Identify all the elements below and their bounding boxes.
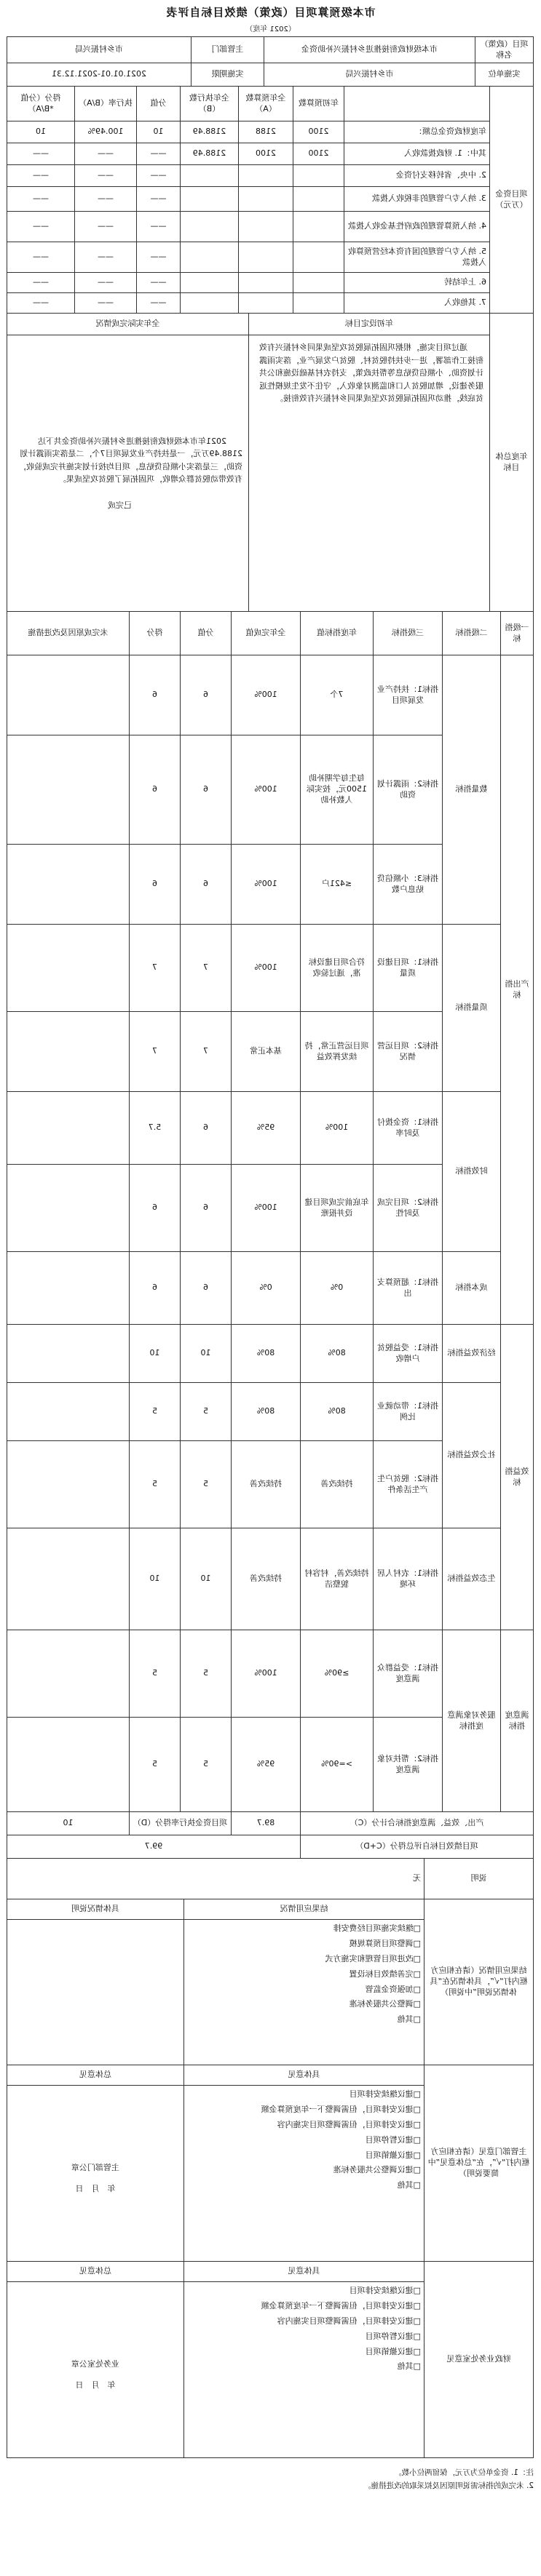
level2-social: 社会效益指标: [443, 1383, 501, 1528]
footnote: 注：1. 资金单位为万元，保留两位小数。: [394, 2468, 534, 2477]
indicator-name: 指标2：项目完成及时性: [374, 1165, 443, 1252]
funding-cell: 2100: [293, 121, 344, 143]
finance-opinion-options: [184, 2282, 424, 2458]
indicator-header: 年度指标值: [301, 612, 374, 655]
funding-cell: [293, 212, 344, 242]
funding-row-name: 其中：1. 财政拨款收入: [344, 143, 490, 165]
d-score-value: 10: [7, 1812, 130, 1835]
finance-opinion-header-row: [7, 2262, 534, 2282]
goal-actual-cell: [7, 335, 249, 612]
funding-row-name: 6. 上年结转: [344, 273, 490, 293]
result-use-header-left: 结果应用情况: [184, 1899, 424, 1920]
funding-cell: [293, 242, 344, 273]
finance-opinion-header-left: 具体意见: [184, 2262, 424, 2282]
indicator-reason: [7, 1718, 130, 1812]
funding-cell: ——: [137, 242, 181, 273]
funding-cell: [293, 187, 344, 212]
total-score-label: 项目绩效目标自评总得分（C+D）: [301, 1835, 534, 1859]
funding-cell: ——: [75, 242, 137, 273]
indicator-target: >=90%: [301, 1718, 374, 1812]
indicator-reason: [7, 1630, 130, 1718]
indicator-weight: 6: [181, 655, 232, 735]
dept-opinion-header-left: 具体意见: [184, 2065, 424, 2086]
indicator-score: 5: [130, 1630, 181, 1718]
funding-row: [7, 273, 534, 293]
indicator-score: 7: [130, 925, 181, 1012]
funding-cell: ——: [137, 212, 181, 242]
indicator-weight: 5: [181, 1383, 232, 1441]
indicator-reason: [7, 1528, 130, 1630]
indicator-target: 项目运营正常，持续发挥效益: [301, 1012, 374, 1092]
indicator-reason: [7, 1252, 130, 1325]
indicator-header: 分值: [181, 612, 232, 655]
indicator-target: 80%: [301, 1325, 374, 1383]
indicator-actual: 基本正常: [232, 1012, 301, 1092]
funding-cell: ——: [137, 187, 181, 212]
indicator-score: 10: [130, 1528, 181, 1630]
footnotes: [7, 2467, 534, 2493]
funding-row-name: 年度财政资金总额：: [344, 121, 490, 143]
indicator-target: 持续改善: [301, 1441, 374, 1528]
result-use-options: [184, 1920, 424, 2065]
result-use-option: □调整项目预算规模: [349, 1938, 421, 1948]
indicator-name: 指标1：带动就业比例: [374, 1383, 443, 1441]
finance-opinion-option: □建议继续安排项目: [349, 2286, 421, 2295]
funding-header: 全年执行数（B）: [181, 87, 239, 121]
indicator-target: 每生每学期补助1500元，按实际人数补助: [301, 735, 374, 845]
indicator-reason: [7, 1092, 130, 1165]
goal-actual-text: 2021年市本级财政衔接推进乡村振兴补助资金共下达2188.49万元，一是扶持产业发展项目7个，二是落实雨露计划资助，三是落实小额信贷贴息，项目均按计划实施并完成验收，有效带动脱贫群众增收，巩固拓展了脱贫攻坚成果。: [18, 436, 242, 485]
indicator-name: 指标2：雨露计划资助: [374, 735, 443, 845]
result-use-label: 结果应用情况（请在相应方框内打“√”，具体情况在“具体情况说明”中说明）: [424, 1899, 534, 2065]
result-use-option: □完善绩效目标设置: [349, 1969, 421, 1979]
finance-opinion-header-right: 总体意见: [7, 2262, 184, 2282]
level1-output: 产出指标: [501, 655, 534, 1325]
project-name-value: 市本级财政衔接推进乡村振兴补助资金: [264, 37, 475, 63]
indicator-reason: [7, 735, 130, 845]
indicator-score: 6: [130, 845, 181, 925]
indicator-actual: 0%: [232, 1252, 301, 1325]
remark-row: [7, 1859, 534, 1899]
indicator-name: 指标1：受益脱贫户增收: [374, 1325, 443, 1383]
remark-label: 说明: [424, 1859, 534, 1899]
indicator-weight: 6: [181, 1092, 232, 1165]
indicator-actual: 持续改善: [232, 1528, 301, 1630]
footnote: 2. 未完成的指标需说明原因及拟采取的改进措施。: [363, 2481, 534, 2490]
level1-benefit: 效益指标: [501, 1325, 534, 1630]
funding-cell: 2100: [293, 143, 344, 165]
funding-cell: ——: [75, 187, 137, 212]
funding-cell: ——: [75, 143, 137, 165]
funding-table: [7, 86, 534, 314]
indicator-name: 指标2：帮扶对象满意度: [374, 1718, 443, 1812]
funding-cell: [181, 273, 239, 293]
c-score-value: 89.7: [232, 1812, 301, 1835]
indicator-score: 6: [130, 735, 181, 845]
finance-opinion-label: 财政业务处室意见: [424, 2262, 534, 2458]
funding-row: [7, 121, 534, 143]
indicator-score: 5: [130, 1718, 181, 1812]
funding-cell: 2188.49: [181, 143, 239, 165]
indicator-row: [7, 1528, 534, 1630]
indicator-weight: 6: [181, 1252, 232, 1325]
indicator-row: [7, 925, 534, 1012]
indicator-row: [7, 1630, 534, 1718]
dept-opinion-option: □其他: [397, 2180, 421, 2190]
unit-row: [7, 63, 534, 87]
dept-opinion-sign-cell: [7, 2086, 184, 2262]
funding-row-name: 5. 纳入专户管理的国有资本经营预算收入拨款: [344, 242, 490, 273]
result-use-option: □加强资金监管: [365, 1984, 421, 1994]
dept-opinion-option: □建议继续安排项目: [349, 2089, 421, 2099]
funding-cell: [239, 165, 293, 187]
funding-cell: 2188: [239, 121, 293, 143]
indicator-actual: 100%: [232, 845, 301, 925]
funding-cell: ——: [75, 212, 137, 242]
funding-cell: [239, 242, 293, 273]
indicator-reason: [7, 655, 130, 735]
funding-label: 项目资金（万元）: [490, 87, 534, 314]
funding-cell: ——: [75, 293, 137, 314]
indicator-actual: 95%: [232, 1092, 301, 1165]
funding-cell: [293, 273, 344, 293]
funding-cell: [293, 293, 344, 314]
funding-row: [7, 165, 534, 187]
indicator-actual: 100%: [232, 1630, 301, 1718]
level2-ecological: 生态效益指标: [443, 1528, 501, 1630]
indicator-score: 5: [130, 1383, 181, 1441]
goal-planned-text: 通过项目实施，根据巩固拓展脱贫攻坚成果同乡村振兴有效衔接工作部署，进一步扶持脱贫村、脱贫户发展产业，落实雨露计划资助、小额信贷贴息等帮扶政策，支持农村基础设施和公共服务建设，增加脱贫人口和监测对象收入，守住不发生规模性返贫底线，推动巩固拓展脱贫攻坚成果同乡村振兴有效衔接。: [249, 335, 490, 612]
goal-header-row: [7, 314, 534, 335]
funding-row: [7, 143, 534, 165]
indicator-actual: 100%: [232, 655, 301, 735]
goal-label: 年度总体目标: [490, 314, 534, 612]
dept-opinion-option: □建议暂停项目: [365, 2134, 421, 2145]
funding-cell: 2188.49: [181, 121, 239, 143]
indicator-weight: 7: [181, 925, 232, 1012]
dept-opinion-header-row: [7, 2065, 534, 2086]
total-score-row: [7, 1835, 534, 1859]
level2-service-satisfaction: 服务对象满意度指标: [443, 1630, 501, 1812]
score-summary-row: [7, 1812, 534, 1835]
funding-cell: ——: [137, 273, 181, 293]
indicator-target: 100%: [301, 1092, 374, 1165]
level1-satisfaction: 满意度指标: [501, 1630, 534, 1812]
period-label: 实施期限: [191, 63, 264, 87]
indicator-score: 7: [130, 1012, 181, 1092]
indicator-weight: 10: [181, 1325, 232, 1383]
level2-economic: 经济效益指标: [443, 1325, 501, 1383]
funding-cell: ——: [7, 143, 75, 165]
dept-opinion-label: 主管部门意见（请在相应方框内打“√”，在“总体意见”中简要说明）: [424, 2065, 534, 2262]
indicator-actual: 持续改善: [232, 1441, 301, 1528]
result-use-option: □调整公共服务标准: [349, 1999, 421, 2009]
result-use-option: □继续实施项目经费安排: [333, 1923, 421, 1933]
indicator-row: [7, 1383, 534, 1441]
indicator-name: 指标1：扶持产业发展项目: [374, 655, 443, 735]
level2-quality: 质量指标: [443, 925, 501, 1092]
unit-label: 实施单位: [475, 63, 534, 87]
funding-cell: ——: [75, 273, 137, 293]
dept-opinion-option: □建议安排项目，但需调整项目实施内容: [277, 2119, 421, 2129]
funding-cell: [239, 273, 293, 293]
indicator-header: 全年完成值: [232, 612, 301, 655]
funding-row: [7, 187, 534, 212]
total-score-value: 99.7: [7, 1835, 301, 1859]
funding-header-row: [7, 87, 534, 121]
funding-row: [7, 293, 534, 314]
remark-value: 无: [7, 1859, 424, 1899]
indicator-actual: 100%: [232, 925, 301, 1012]
project-info-table: [7, 36, 534, 87]
indicator-target: 持续改善，村容村貌整洁: [301, 1528, 374, 1630]
indicator-header: 得分: [130, 612, 181, 655]
funding-cell: [239, 293, 293, 314]
result-use-option: □其他: [397, 2014, 421, 2025]
dept-opinion-option: □建议安排项目，但需调整下一年度预算金额: [261, 2104, 421, 2114]
indicator-name: 指标1：农村人居环境: [374, 1528, 443, 1630]
funding-row: [7, 242, 534, 273]
funding-cell: 2100: [239, 143, 293, 165]
funding-row-name: 4. 纳入预算管理的政府性基金收入拨款: [344, 212, 490, 242]
indicator-row: [7, 1092, 534, 1165]
indicator-target: 年底前完成项目建设并报账: [301, 1165, 374, 1252]
finance-opinion-option: □建议暂停项目: [365, 2331, 421, 2341]
level2-cost: 成本指标: [443, 1252, 501, 1325]
indicator-name: 指标3：小额信贷贴息户数: [374, 845, 443, 925]
indicator-target: 0%: [301, 1252, 374, 1325]
dept-opinion-option: □建议调整公共服务标准: [333, 2165, 421, 2175]
funding-row-name: 7. 其他收入: [344, 293, 490, 314]
indicator-weight: 5: [181, 1718, 232, 1812]
indicator-name: 指标1：资金拨付及时率: [374, 1092, 443, 1165]
goal-content-row: [7, 335, 534, 612]
indicator-reason: [7, 925, 130, 1012]
project-name-row: [7, 37, 534, 63]
indicator-name: 指标2：脱贫户生产生活条件: [374, 1441, 443, 1528]
indicator-name: 指标1：超预算支出: [374, 1252, 443, 1325]
funding-header-blank: [344, 87, 490, 121]
funding-cell: ——: [137, 143, 181, 165]
goal-actual-header: 全年实际完成情况: [7, 314, 249, 335]
indicator-weight: 7: [181, 1012, 232, 1092]
level2-timeliness: 时效指标: [443, 1092, 501, 1252]
funding-cell: 100.49%: [75, 121, 137, 143]
result-use-header-row: [7, 1899, 534, 1920]
dept-opinion-header-right: 总体意见: [7, 2065, 184, 2086]
opinion-table: [7, 1858, 534, 2458]
indicator-weight: 5: [181, 1441, 232, 1528]
funding-cell: ——: [137, 165, 181, 187]
result-use-detail: [7, 1920, 184, 2065]
indicator-actual: 100%: [232, 735, 301, 845]
indicator-table: [7, 611, 534, 1859]
indicator-weight: 6: [181, 845, 232, 925]
funding-cell: 10: [7, 121, 75, 143]
result-use-header-right: 具体情况说明: [7, 1899, 184, 1920]
annual-goal-table: [7, 313, 534, 612]
indicator-score: 6: [130, 1252, 181, 1325]
result-use-option: □改进项目管理和实施方式: [325, 1953, 421, 1963]
funding-header: 全年预算数（A）: [239, 87, 293, 121]
indicator-row: [7, 1252, 534, 1325]
funding-cell: [181, 187, 239, 212]
funding-cell: ——: [137, 293, 181, 314]
funding-cell: [181, 212, 239, 242]
indicator-target: 符合项目建设标准，通过验收: [301, 925, 374, 1012]
indicator-weight: 10: [181, 1528, 232, 1630]
funding-cell: ——: [7, 165, 75, 187]
funding-cell: [181, 293, 239, 314]
indicator-header: 未完成原因及改进措施: [7, 612, 130, 655]
funding-cell: ——: [7, 242, 75, 273]
funding-cell: ——: [7, 273, 75, 293]
indicator-reason: [7, 1383, 130, 1441]
indicator-row: [7, 1325, 534, 1383]
level2-quantity: 数量指标: [443, 655, 501, 925]
indicator-target: ≤421户: [301, 845, 374, 925]
funding-cell: ——: [7, 293, 75, 314]
finance-opinion-option: □建议安排项目，但需调整下一年度预算金额: [261, 2300, 421, 2310]
finance-opinion-option: □建议安排项目，但需调整项目实施内容: [277, 2316, 421, 2326]
funding-cell: [239, 212, 293, 242]
indicator-name: 指标1：受益群众满意度: [374, 1630, 443, 1718]
indicator-score: 5: [130, 1441, 181, 1528]
funding-header: 执行率（B/A）: [75, 87, 137, 121]
period-value: 2021.01.01-2021.12.31: [7, 63, 191, 87]
indicator-name: 指标1：项目建设质量: [374, 925, 443, 1012]
indicator-header: 二级指标: [443, 612, 501, 655]
funding-row: [7, 212, 534, 242]
funding-cell: [239, 187, 293, 212]
dept-date-label: 年 月 日: [75, 2183, 116, 2193]
c-score-label: 产出、效益、满意度指标合计分（C）: [301, 1812, 534, 1835]
funding-cell: [293, 165, 344, 187]
funding-cell: [181, 242, 239, 273]
indicator-name: 指标2：项目运营情况: [374, 1012, 443, 1092]
indicator-row: [7, 655, 534, 735]
indicator-actual: 95%: [232, 1718, 301, 1812]
d-score-label: 项目资金执行率得分（D）: [130, 1812, 232, 1835]
indicator-actual: 80%: [232, 1383, 301, 1441]
finance-seal-label: 业务处室公章: [71, 2358, 119, 2369]
finance-date-label: 年 月 日: [75, 2380, 116, 2390]
indicator-weight: 5: [181, 1630, 232, 1718]
indicator-weight: 6: [181, 735, 232, 845]
indicator-reason: [7, 845, 130, 925]
indicator-score: 10: [130, 1325, 181, 1383]
indicator-weight: 6: [181, 1165, 232, 1252]
indicator-reason: [7, 1165, 130, 1252]
indicator-target: ≥90%: [301, 1630, 374, 1718]
indicator-target: 80%: [301, 1383, 374, 1441]
indicator-header: 一级指标: [501, 612, 534, 655]
funding-header: 得分（分值*B/A）: [7, 87, 75, 121]
funding-cell: 10: [137, 121, 181, 143]
funding-row-name: 2. 中央、省转移支付资金: [344, 165, 490, 187]
funding-cell: [181, 165, 239, 187]
funding-cell: ——: [7, 212, 75, 242]
dept-label: 主管部门: [191, 37, 264, 63]
funding-header: 年初预算数: [293, 87, 344, 121]
indicator-reason: [7, 1012, 130, 1092]
goal-planned-header: 年初设定目标: [249, 314, 490, 335]
dept-opinion-option: □建议撤销项目: [365, 2150, 421, 2160]
indicator-actual: 100%: [232, 1165, 301, 1252]
project-name-label: 项目（政策）名称: [475, 37, 534, 63]
dept-value: 市乡村振兴局: [7, 37, 191, 63]
title-block: [0, 0, 541, 36]
funding-cell: ——: [75, 165, 137, 187]
indicator-reason: [7, 1325, 130, 1383]
indicator-header: 三级指标: [374, 612, 443, 655]
indicator-actual: 80%: [232, 1325, 301, 1383]
finance-opinion-sign-cell: [7, 2282, 184, 2458]
finance-opinion-option: □其他: [397, 2361, 421, 2372]
page-title: 市本级预算项目（政策）绩效目标自评表: [165, 6, 376, 19]
funding-row-name: 3. 纳入专户管理的非税收入拨款: [344, 187, 490, 212]
indicator-score: 6: [130, 1165, 181, 1252]
indicator-reason: [7, 1441, 130, 1528]
indicator-header-row: [7, 612, 534, 655]
dept-opinion-options: [184, 2086, 424, 2262]
indicator-score: 5.7: [130, 1092, 181, 1165]
finance-opinion-option: □建议撤销项目: [365, 2346, 421, 2356]
dept-seal-label: 主管部门公章: [71, 2162, 119, 2172]
page-subtitle: （2021 年度）: [245, 25, 296, 33]
goal-status: 已完成: [108, 500, 132, 510]
indicator-target: 7个: [301, 655, 374, 735]
funding-cell: ——: [7, 187, 75, 212]
unit-value: 市乡村振兴局: [264, 63, 475, 87]
indicator-score: 6: [130, 655, 181, 735]
funding-header: 分值: [137, 87, 181, 121]
